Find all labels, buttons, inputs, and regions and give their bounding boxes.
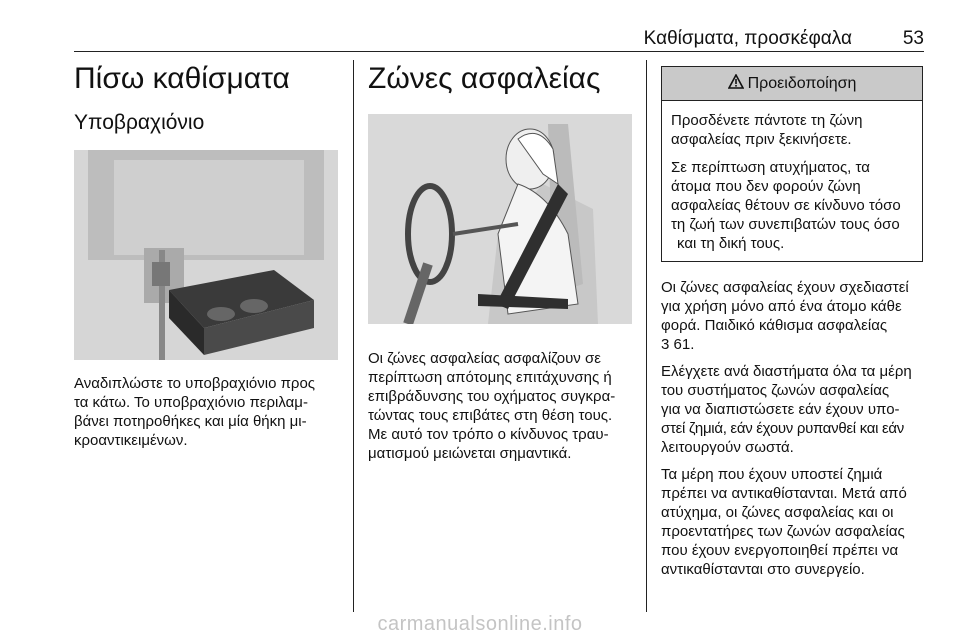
text-line: ατύχημα, οι ζώνες ασφαλείας και οι: [661, 504, 894, 521]
rear-seats-heading: Πίσω καθίσματα: [74, 62, 290, 95]
warning-box: [661, 66, 923, 262]
armrest-illustration: [74, 150, 338, 360]
column-divider-2: [646, 60, 647, 612]
warning-body: [662, 101, 922, 261]
middle-column: [368, 62, 636, 463]
seatbelt-illustration: [368, 114, 632, 324]
text-line: τώντας τους επιβάτες στη θέση τους.: [368, 407, 613, 424]
text-line: περίπτωση απότομης επιτάχυνσης ή: [368, 369, 612, 386]
warning-line: ασφαλείας θέτουν σε κίνδυνο τόσο: [671, 197, 901, 214]
armrest-subheading: Υποβραχιόνιο: [74, 111, 205, 134]
warning-line: ασφαλείας πριν ξεκινήσετε.: [671, 131, 852, 148]
text-line: για χρήση μόνο από ένα άτομο κάθε: [661, 298, 902, 315]
text-line: Τα μέρη που έχουν υποστεί ζημιά: [661, 466, 883, 483]
text-line: Οι ζώνες ασφαλείας ασφαλίζουν σε: [368, 350, 601, 367]
text-line: του συστήματος ζωνών ασφαλείας: [661, 382, 890, 399]
section-title: Καθίσματα, προσκέφαλα: [643, 28, 852, 49]
text-line: αντικαθίστανται στο συνεργείο.: [661, 561, 865, 578]
seat-belts-heading: Ζώνες ασφαλείας: [368, 62, 601, 95]
watermark: carmanualsonline.info: [377, 613, 583, 635]
column-divider-1: [353, 60, 354, 612]
text-line: φορά. Παιδικό κάθισμα ασφαλείας: [661, 317, 888, 334]
text-line: επιβράδυνσης του οχήματος συγκρα-: [368, 388, 616, 405]
right-column: [661, 66, 925, 579]
text-line: κροαντικειμένων.: [74, 432, 188, 449]
armrest-text: [74, 374, 340, 450]
text-line: βάνει ποτηροθήκες και μία θήκη μι-: [74, 413, 307, 430]
text-line: ματισμού μειώνεται σημαντικά.: [368, 445, 572, 462]
warning-line: τη ζωή των συνεπιβατών τους όσο: [671, 216, 900, 233]
text-line: λειτουργούν σωστά.: [661, 439, 794, 456]
inspection-text: [661, 362, 925, 457]
text-line: στεί ζημιά, εάν έχουν ρυπανθεί και εάν: [661, 420, 904, 437]
seatbelt-use-text: [661, 278, 925, 354]
text-line: τα κάτω. Το υποβραχιόνιο περιλαμ-: [74, 394, 308, 411]
text-line: που έχουν ενεργοποιηθεί πρέπει να: [661, 542, 899, 559]
replacement-text: [661, 465, 925, 579]
warning-triangle-icon: [728, 74, 744, 94]
text-line: Οι ζώνες ασφαλείας έχουν σχεδιαστεί: [661, 279, 909, 296]
warning-line: και τη δική τους.: [677, 235, 785, 252]
warning-line: Σε περίπτωση ατυχήματος, τα: [671, 159, 870, 176]
page-header: [74, 28, 924, 52]
text-line: πρέπει να αντικαθίστανται. Μετά από: [661, 485, 907, 502]
header-rule: [74, 51, 924, 52]
text-line: προεντατήρες των ζωνών ασφαλείας: [661, 523, 905, 540]
text-line: Με αυτό τον τρόπο ο κίνδυνος τραυ-: [368, 426, 609, 443]
warning-title: Προειδοποίηση: [747, 74, 857, 92]
seatbelt-text: [368, 349, 636, 463]
warning-header: [662, 67, 922, 101]
text-line: Ελέγχετε ανά διαστήματα όλα τα μέρη: [661, 363, 912, 380]
text-line: 3 61.: [661, 336, 695, 353]
page-number: 53: [902, 28, 924, 49]
warning-line: Προσδένετε πάντοτε τη ζώνη: [671, 112, 863, 129]
text-line: Αναδιπλώστε το υποβραχιόνιο προς: [74, 375, 316, 392]
text-line: για να διαπιστώσετε εάν έχουν υπο-: [661, 401, 900, 418]
warning-line: άτομα που δεν φορούν ζώνη: [671, 178, 861, 195]
left-column: [74, 62, 340, 450]
